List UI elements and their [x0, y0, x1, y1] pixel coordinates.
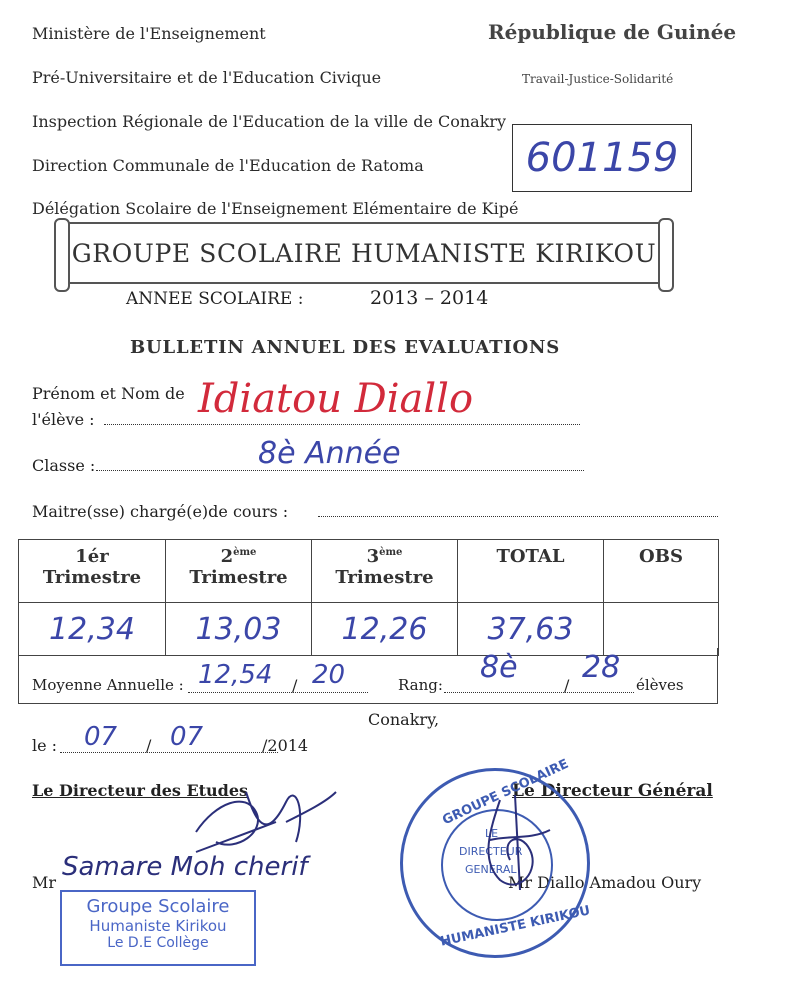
- grades-table: [18, 539, 719, 656]
- header-trimester-3: [312, 540, 458, 603]
- rank-dotted-line: [444, 692, 634, 693]
- date-dotted-line: [60, 752, 278, 753]
- direction-line: Direction Communale de l'Education de Ratoma: [32, 156, 424, 175]
- date-month: 07: [170, 722, 204, 752]
- rank-total: 28: [582, 650, 621, 685]
- teacher-label: Maitre(sse) chargé(e)de cours :: [32, 502, 289, 521]
- date-label: le :: [32, 736, 58, 755]
- header-3-line1: 3: [366, 546, 380, 567]
- school-year-label: ANNEE SCOLAIRE :: [126, 289, 304, 309]
- rank-label: Rang:: [398, 676, 443, 694]
- school-name: GROUPE SCOLAIRE HUMANISTE KIRIKOU: [71, 238, 657, 268]
- header-obs-label: OBS: [639, 546, 683, 567]
- rank-slash: /: [564, 676, 570, 695]
- header-2-sup: ème: [233, 547, 257, 558]
- grades-header-row: [19, 540, 719, 603]
- date-year: /2014: [262, 736, 309, 755]
- rect-stamp-line-1: Groupe Scolaire: [86, 896, 230, 917]
- national-motto: Travail-Justice-Solidarité: [522, 72, 674, 86]
- average-scale: 20: [312, 660, 346, 690]
- date-slash: /: [146, 736, 152, 755]
- student-name-label-2: l'élève :: [32, 410, 95, 429]
- header-2-line1: 2: [220, 546, 234, 567]
- school-year-value: 2013 – 2014: [370, 287, 489, 309]
- right-signatory-title: Le Directeur Général: [512, 781, 713, 801]
- grade-trimester-3: 12,26: [312, 603, 458, 656]
- inspection-line: Inspection Régionale de l'Education de la ville de Conakry: [32, 112, 507, 131]
- left-signatory-name: Samare Moh cherif: [62, 852, 308, 882]
- student-name-label: Prénom et Nom de: [32, 384, 185, 403]
- header-total: [458, 540, 604, 603]
- round-stamp-center-2: DIRECTEUR: [459, 845, 523, 858]
- average-label: Moyenne Annuelle :: [32, 676, 184, 694]
- student-name-value: Idiatou Diallo: [198, 376, 474, 422]
- rectangular-stamp: [60, 890, 256, 966]
- left-mr-label: Mr: [32, 873, 57, 892]
- average-dotted-line: [188, 692, 368, 693]
- header-3-line2: Trimestre: [335, 567, 434, 588]
- header-1-line1: 1ér: [75, 546, 109, 567]
- grade-trimester-2: 13,03: [166, 603, 312, 656]
- header-1-line2: Trimestre: [42, 567, 142, 588]
- average-slash: /: [292, 676, 298, 695]
- class-label: Classe :: [32, 456, 96, 475]
- average-value: 12,54: [198, 660, 273, 690]
- header-2-line2: Trimestre: [189, 567, 288, 588]
- grade-total: 37,63: [458, 603, 604, 656]
- delegation-line: Délégation Scolaire de l'Enseignement Elémentaire de Kipé: [32, 199, 519, 218]
- rect-stamp-line-2: Humaniste Kirikou: [89, 917, 227, 935]
- header-obs: [604, 540, 719, 603]
- country-name: République de Guinée: [488, 20, 737, 44]
- students-label: élèves: [636, 676, 684, 694]
- city-label: Conakry,: [368, 710, 440, 729]
- registration-number: 601159: [525, 135, 679, 181]
- ministry-line: Ministère de l'Enseignement: [32, 24, 266, 43]
- header-trimester-2: [166, 540, 312, 603]
- student-name-dotted-line: [104, 424, 580, 425]
- bulletin-title: BULLETIN ANNUEL DES EVALUATIONS: [130, 337, 561, 358]
- registration-number-box: [512, 124, 692, 192]
- round-stamp-bottom-text: HUMANISTE KIRIKOU: [439, 903, 592, 950]
- grade-trimester-1: 12,34: [19, 603, 166, 656]
- school-name-banner: [60, 222, 668, 284]
- teacher-dotted-line: [318, 516, 718, 517]
- director-general-signature: [470, 790, 560, 900]
- rect-stamp-line-3: Le D.E Collège: [107, 935, 209, 951]
- class-value: 8è Année: [258, 436, 401, 471]
- header-3-sup: ème: [379, 547, 403, 558]
- round-stamp-center-1: LE: [485, 827, 499, 840]
- rank-value: 8è: [480, 650, 518, 685]
- date-day: 07: [84, 722, 118, 752]
- left-signatory-title: Le Directeur des Etudes: [32, 781, 249, 800]
- ministry-line-2: Pré-Universitaire et de l'Education Civique: [32, 68, 382, 87]
- round-stamp-center-3: GENERAL: [465, 863, 517, 876]
- header-total-label: TOTAL: [496, 546, 565, 567]
- round-stamp-top-text: GROUPE SCOLAIRE: [440, 756, 571, 829]
- header-trimester-1: [19, 540, 166, 603]
- right-signatory-name: Mr Diallo Amadou Oury: [508, 873, 702, 892]
